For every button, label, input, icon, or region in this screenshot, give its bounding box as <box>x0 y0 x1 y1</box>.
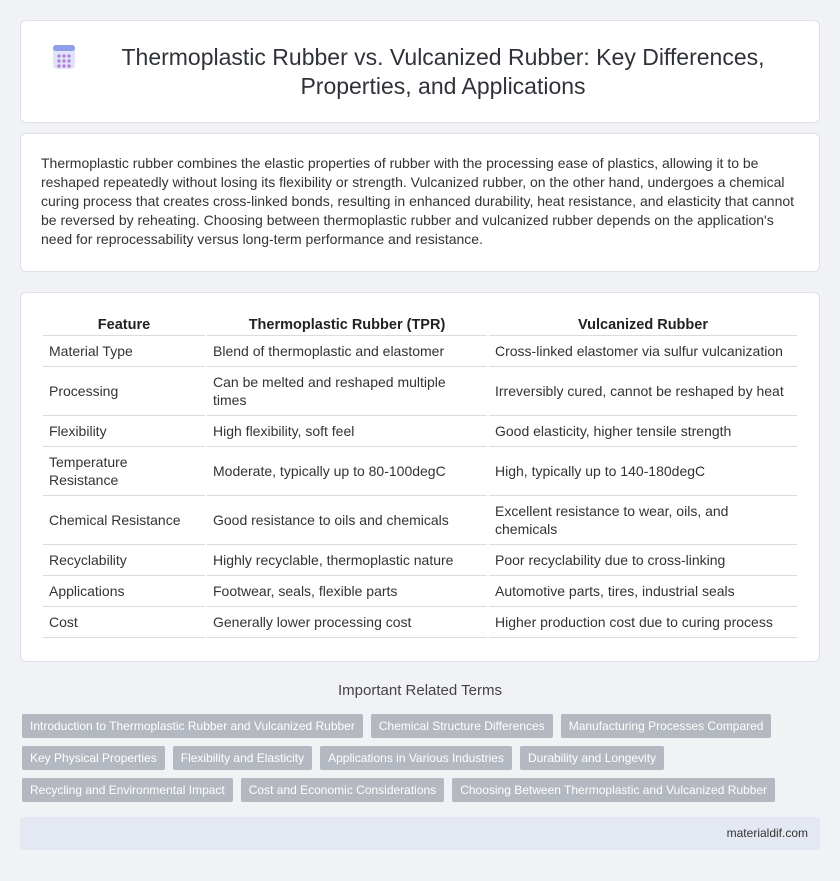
tpr-cell: Blend of thermoplastic and elastomer <box>207 336 487 367</box>
vulcanized-cell: High, typically up to 140-180degC <box>489 447 797 496</box>
tpr-cell: Footwear, seals, flexible parts <box>207 576 487 607</box>
feature-cell: Applications <box>43 576 205 607</box>
header-card <box>20 20 820 123</box>
related-term-tag[interactable]: Introduction to Thermoplastic Rubber and Vulcanized Rubber <box>22 714 363 738</box>
tpr-cell: Generally lower processing cost <box>207 607 487 638</box>
table-row <box>43 367 797 416</box>
tpr-cell: Highly recyclable, thermoplastic nature <box>207 545 487 576</box>
related-terms-tags <box>22 714 822 802</box>
table-row <box>43 607 797 638</box>
intro-paragraph: Thermoplastic rubber combines the elastic properties of rubber with the processing ease of plastics, allowing it to be reshaped repeatedly without losing its flexibility or strength. Vulcanized rubber, on the other hand, undergoes a chemical curing process that creates cross-linked bonds, resulting in enhanced durability, heat resistance, and elasticity that cannot be reversed by reheating. Choosing between thermoplastic rubber and vulcanized rubber depends on the application's need for reprocessability versus long-term performance and resistance. <box>41 155 795 247</box>
table-header-row <box>43 311 797 336</box>
related-term-tag[interactable]: Applications in Various Industries <box>320 746 512 770</box>
document-grid-icon <box>51 44 77 70</box>
header-feature: Feature <box>43 311 205 336</box>
vulcanized-cell: Irreversibly cured, cannot be reshaped by heat <box>489 367 797 416</box>
related-term-tag[interactable]: Key Physical Properties <box>22 746 165 770</box>
table-row <box>43 496 797 545</box>
comparison-table-card <box>20 292 820 662</box>
related-terms-title: Important Related Terms <box>338 682 502 699</box>
table-row <box>43 416 797 447</box>
header-tpr: Thermoplastic Rubber (TPR) <box>207 311 487 336</box>
vulcanized-cell: Excellent resistance to wear, oils, and chemicals <box>489 496 797 545</box>
table-row <box>43 336 797 367</box>
tpr-cell: Can be melted and reshaped multiple times <box>207 367 487 416</box>
header-vulcanized: Vulcanized Rubber <box>489 311 797 336</box>
table-row <box>43 545 797 576</box>
footer-site[interactable]: materialdif.com <box>726 826 808 840</box>
related-term-tag[interactable]: Cost and Economic Considerations <box>241 778 444 802</box>
table-row <box>43 447 797 496</box>
page-title: Thermoplastic Rubber vs. Vulcanized Rubber: Key Differences, Properties, and Applications <box>121 43 765 99</box>
feature-cell: Chemical Resistance <box>43 496 205 545</box>
vulcanized-cell: Automotive parts, tires, industrial seals <box>489 576 797 607</box>
feature-cell: Processing <box>43 367 205 416</box>
feature-cell: Material Type <box>43 336 205 367</box>
vulcanized-cell: Good elasticity, higher tensile strength <box>489 416 797 447</box>
feature-cell: Temperature Resistance <box>43 447 205 496</box>
tpr-cell: Moderate, typically up to 80-100degC <box>207 447 487 496</box>
related-term-tag[interactable]: Flexibility and Elasticity <box>173 746 312 770</box>
feature-cell: Recyclability <box>43 545 205 576</box>
related-term-tag[interactable]: Durability and Longevity <box>520 746 664 770</box>
related-term-tag[interactable]: Recycling and Environmental Impact <box>22 778 233 802</box>
table-row <box>43 576 797 607</box>
feature-cell: Cost <box>43 607 205 638</box>
related-term-tag[interactable]: Chemical Structure Differences <box>371 714 553 738</box>
vulcanized-cell: Higher production cost due to curing process <box>489 607 797 638</box>
intro-card <box>20 133 820 272</box>
related-term-tag[interactable]: Choosing Between Thermoplastic and Vulcanized Rubber <box>452 778 775 802</box>
vulcanized-cell: Cross-linked elastomer via sulfur vulcanization <box>489 336 797 367</box>
tpr-cell: Good resistance to oils and chemicals <box>207 496 487 545</box>
tpr-cell: High flexibility, soft feel <box>207 416 487 447</box>
vulcanized-cell: Poor recyclability due to cross-linking <box>489 545 797 576</box>
feature-cell: Flexibility <box>43 416 205 447</box>
comparison-table <box>41 311 799 638</box>
footer <box>20 817 820 850</box>
related-term-tag[interactable]: Manufacturing Processes Compared <box>561 714 772 738</box>
